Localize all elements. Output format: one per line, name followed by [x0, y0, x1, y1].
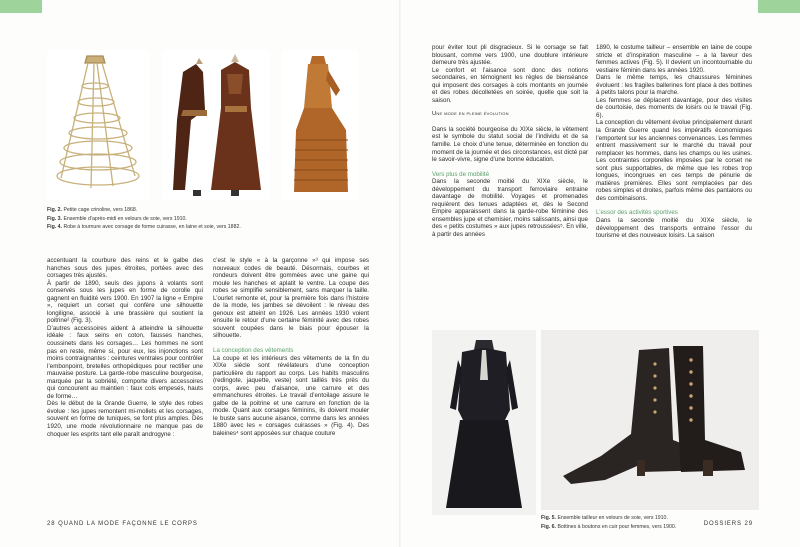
page-gutter: [399, 0, 401, 547]
caption-fig-5: Fig. 5. Ensemble tailleur en velours de soie, vers 1910.: [541, 515, 668, 521]
caption-fig-6: Fig. 6. Bottines à boutons en cuir pour femmes, vers 1900.: [541, 523, 677, 530]
caption-fig-4: Fig. 4. Robe à tournure avec corsage de forme cuirasse, en laine et soie, vers 1882.: [47, 224, 241, 231]
caption-fig-3: Fig. 3. Ensemble d’après-midi en velours de soie, vers 1910.: [47, 215, 187, 222]
heading-mode-evolution: Une mode en pleine évolution: [432, 111, 509, 118]
caption-fig-2: Fig. 2. Petite cage crinoline, vers 1868.: [47, 207, 138, 213]
left-folio: 28 QUAND LA MODE FAÇONNE LE CORPS: [47, 521, 198, 527]
photo-bustle-dress: [282, 50, 358, 200]
heading-mobilite: Vers plus de mobilité: [432, 170, 490, 178]
left-column-1: accentuant la courbure des reins et le galbe des hanches sous des jupes étroites, portées avec des corsages très ajustés. À partir de 1890, seuls des jupons à volants sont conservés sous les jupes en forme de corolle qui gagnent en fluidité vers 1900. En 1907 la ligne « Empire », requiert un corset qui confère une silhouette longiligne, associé à une brassière qui soutient la poitrine² (Fig. 3). D’autres accessoires aident à atteindre la silhouette idéale : faux seins en coton, fausses hanches, coussinets dans les corsages… Les hommes ne sont pas en reste, même si, pour eux, les injonctions sont moins contraignantes : ceintures ventrales pour contrôler l’embonpoint, bretelles orthopédiques pour rectifier une mauvaise posture. La garde-robe masculine bourgeoise, marquée par la sobriété, comporte divers accessoires qui concourent au maintien : faux cols empesés, hauts de forme… Dès le début de la Grande Guerre, le style des robes évolue : les jupes remontent mi-mollets et les corsages, souvent en forme de tuniques, se font plus amples. Dès 1920, une mode révolutionnaire ne manque pas de choquer les esprits tant elle paraît androgyne :: [47, 257, 203, 438]
right-color-tab: [758, 0, 800, 13]
left-color-tab: [0, 0, 42, 13]
heading-activites-sportives: L’essor des activités sportives: [596, 209, 678, 217]
right-folio: DOSSIERS 29: [703, 521, 753, 527]
right-column-1: pour éviter tout pli disgracieux. Si le corsage se fait blousant, comme vers 1900, une doublure intérieure demeure très ajustée. Le confort et l’aisance sont donc des notions secondaires, en témoignent les règles de bienséance qui imposent des corsages à cols montants en journée et des robes décolletées en soirée, quelle que soit la saison. Une mode en pleine évolution Dans la société bourgeoise du XIXe siècle, le vêtement est le symbole du statut social de l’individu et de sa famille. Le choix d’une tenue, déterminée en fonction du moment de la journée et des circonstances, est dicté par le savoir-vivre, signe d’une bonne éducation. Vers plus de mobilité Dans la seconde moitié du XIXe siècle, le développement du transport ferroviaire entraine davantage de mobilité. Voyages et promenades requièrent des tenues adaptées et, dès le Second Empire apparaissent dans la garde-robe féminine des ensembles jupe et chemisier, moins salissants, ainsi que des « petits costumes » aux jupes retroussées⁵. En ville, à partir des années: [432, 44, 588, 239]
photo-velvet-ensemble: [163, 50, 269, 200]
photo-bottines: [541, 330, 759, 510]
left-column-2: c’est le style « à la garçonne »³ qui impose ses nouveaux codes de beauté. Désormais, courbes et rondeurs doivent être gommées avec une gaine qui moule les hanches et aplatit le ventre. La coupe des robes se simplifie sensiblement, sans marquer la taille. L’ourlet remonte et, pour la première fois dans l’histoire de la mode, les jambes se dévoilent : le niveau des genoux est atteint en 1926. Les années 1930 voient ensuite le retour d’une certaine féminité avec des robes souvent coupées dans le biais pour épouser la silhouette. La conception des vêtements La coupe et les intérieurs des vêtements de la fin du XIXe siècle sont révélateurs d’une conception particulière du rapport au corps. Les habits masculins (redingote, jaquette, veste) sont taillés très près du corps, avec peu d’aisance, une carrure et des emmanchures étroites. Le travail d’entoilage assure le galbe de la poitrine et une carrure en fonction de la mode. Quant aux corsages féminins, ils doivent mouler le buste sans aucune aisance, comme dans les années 1880 avec les « corsages cuirasses » (Fig. 4). Des baleines⁴ sont apposées sur chaque couture: [213, 257, 369, 438]
photo-tailleur: [432, 330, 536, 515]
photo-cage-crinoline: [47, 50, 149, 200]
heading-conception: La conception des vêtements: [213, 347, 294, 355]
right-column-2: 1890, le costume tailleur – ensemble en laine de coupe stricte et d’inspiration masculine – a la faveur des femmes actives (Fig. 5). Il devient un incontournable du vestiaire féminin dans les années 1920. Dans le même temps, les chaussures féminines évoluent : les fragiles ballerines font place à des bottines à petits talons pour la marche. Les femmes se déplacent davantage, pour des visites de courtoisie, des moments de loisirs ou le travail (Fig. 6). La conception du vêtement évolue principalement durant la Grande Guerre quand les impératifs économiques l’emportent sur les anciennes convenances. Les femmes entrent massivement sur le marché du travail pour remplacer les hommes, dans les champs ou les usines. Les contraintes corporelles imposées par le corset ne sont plus supportables, de même que les robes trop longues, incongrues en ces temps de pénurie de matières premières. Elles sont remplacées par des robes simples et droites, parfois même des pantalons ou des combinaisons. L’essor des activités sportives Dans la seconde moitié du XIXe siècle, le développement des transports entraine l’essor du tourisme et des nouveaux loisirs. La saison: [596, 44, 752, 240]
left-captions: [47, 206, 377, 232]
